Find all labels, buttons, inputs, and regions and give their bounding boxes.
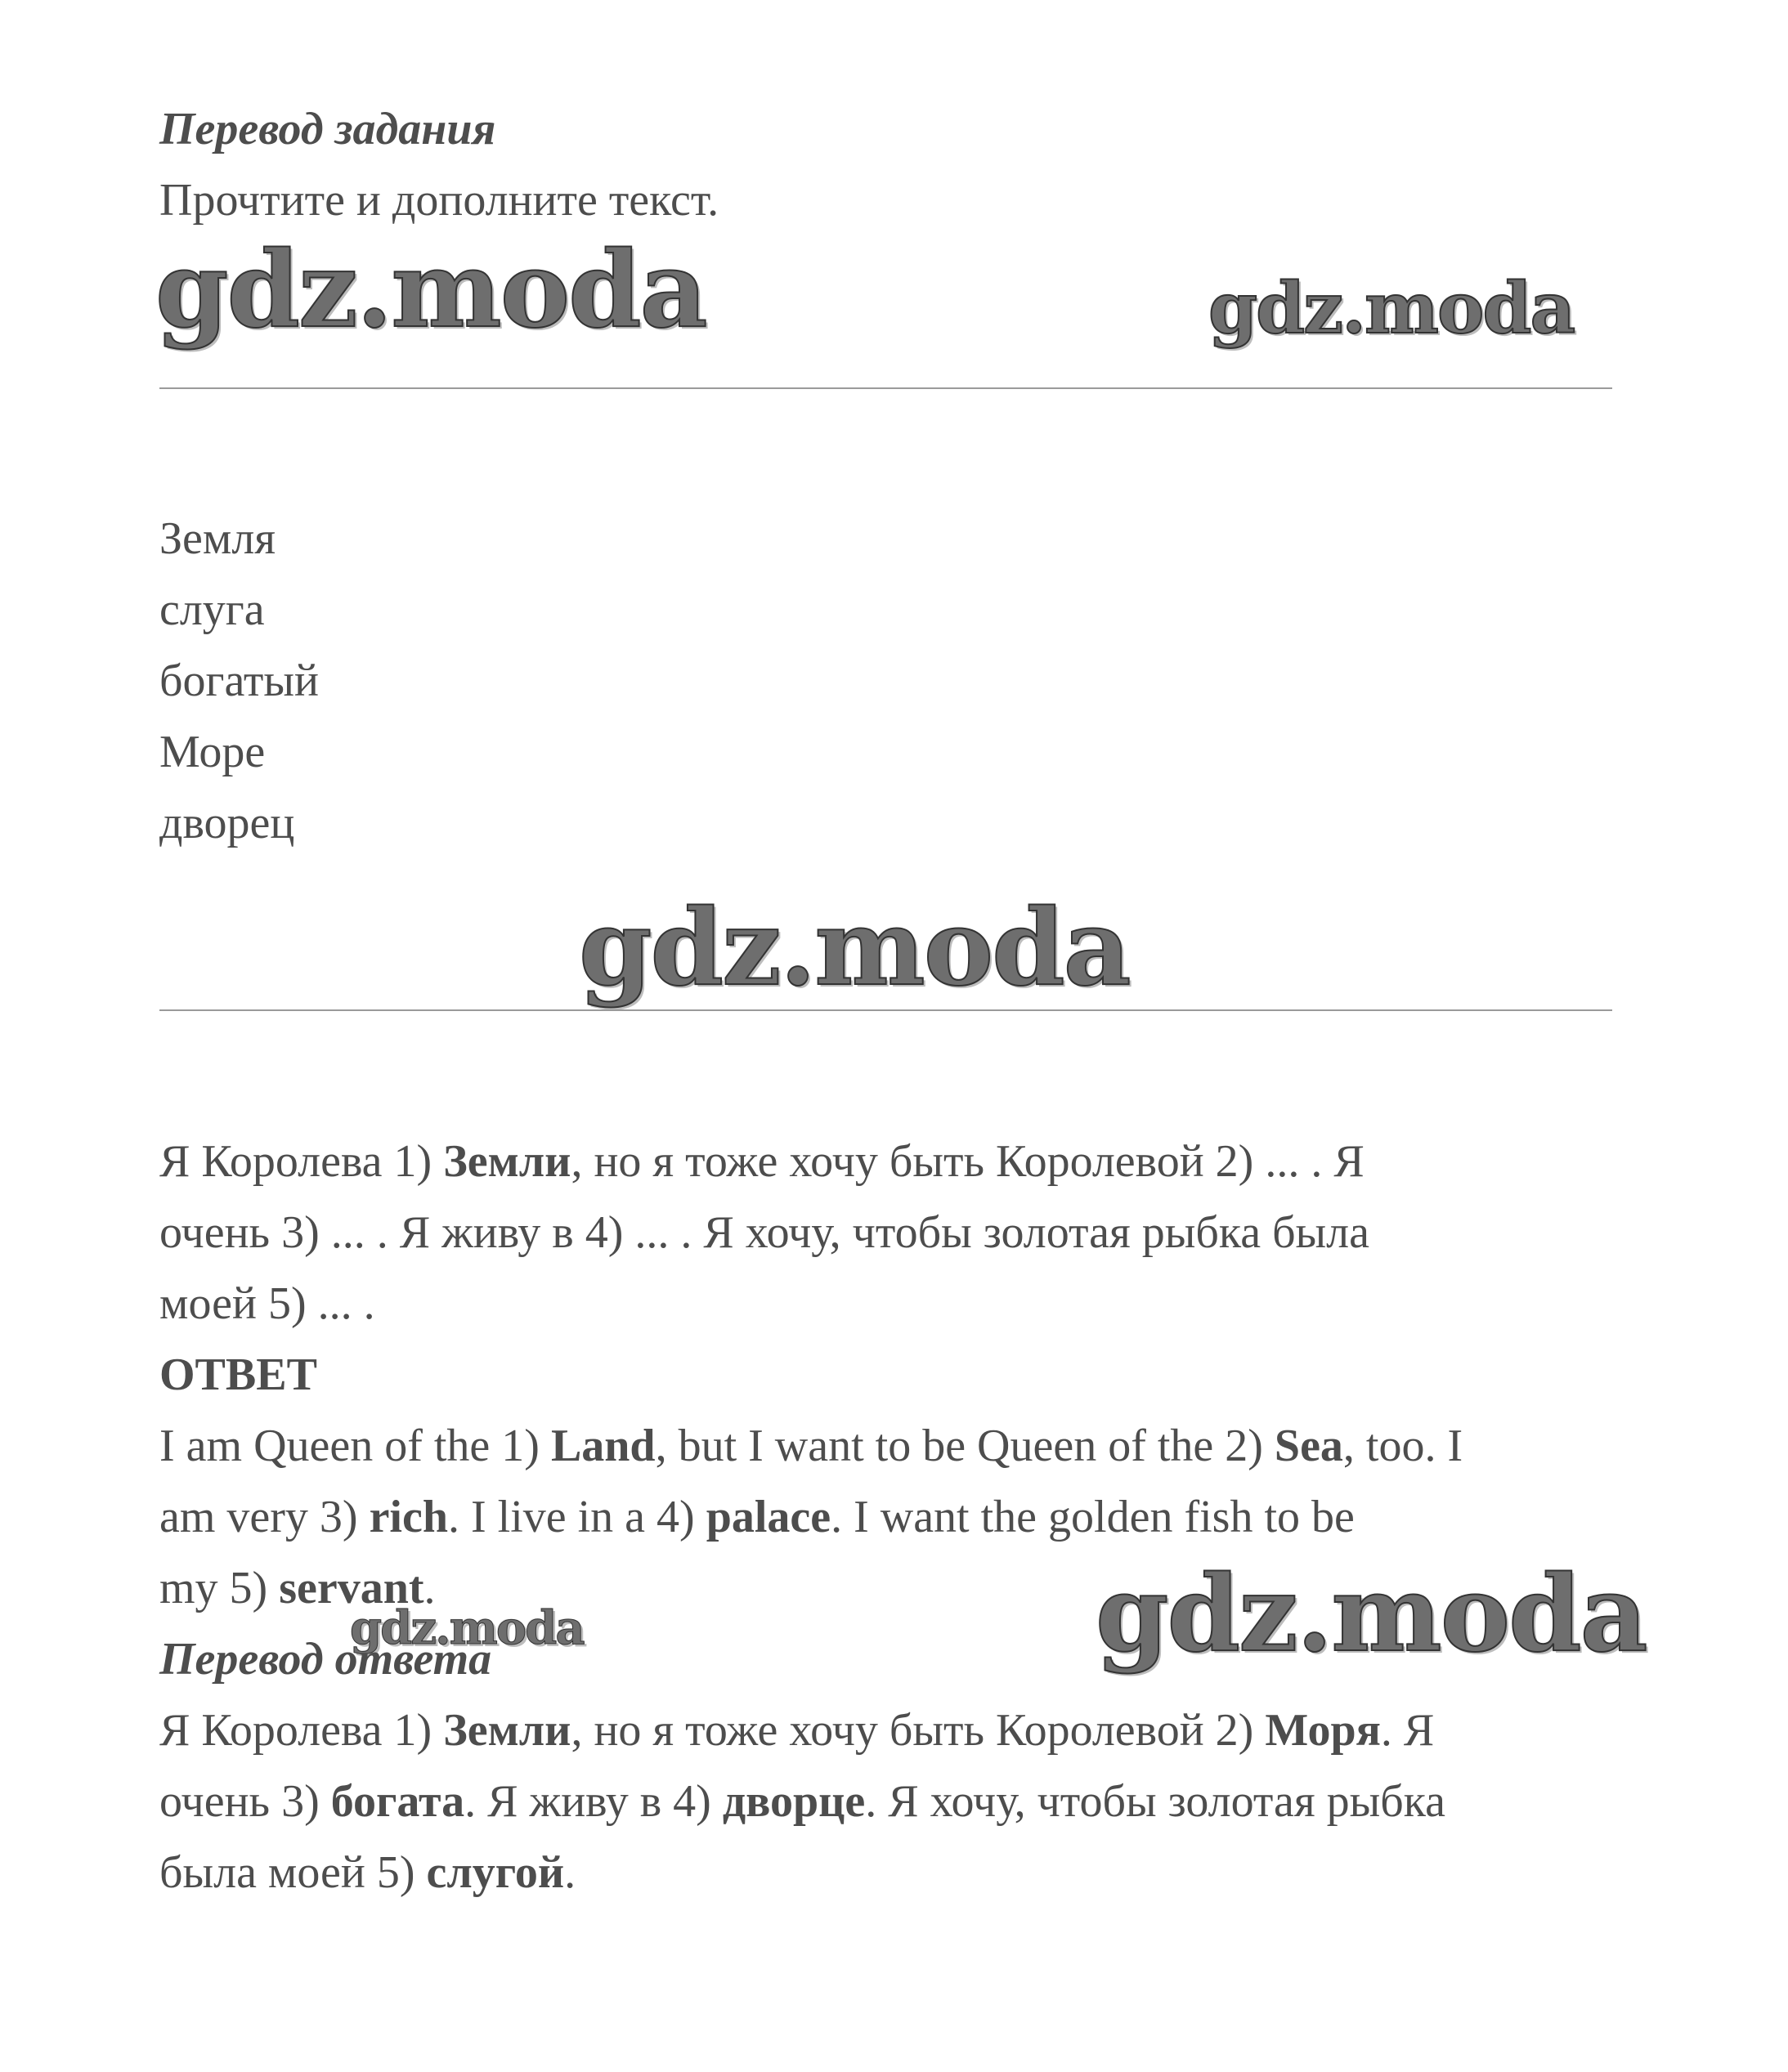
divider bbox=[159, 1009, 1612, 1011]
gap-text-line: Я Королева 1) Земли, но я тоже хочу быть Королевой 2) ... . Я bbox=[159, 1136, 1365, 1187]
task-translation-heading: Перевод задания bbox=[159, 104, 496, 154]
word-item: Земля bbox=[159, 513, 276, 564]
answer-heading: ОТВЕТ bbox=[159, 1349, 317, 1400]
answer-translation-line: Я Королева 1) Земли, но я тоже хочу быть Королевой 2) Моря. Я bbox=[159, 1705, 1435, 1756]
answer-translation-line: была моей 5) слугой. bbox=[159, 1847, 576, 1898]
answer-translation-paragraph bbox=[159, 1695, 1631, 1909]
gap-text-paragraph bbox=[159, 1126, 1631, 1340]
answer-translation-heading: Перевод ответа bbox=[159, 1634, 492, 1685]
word-item: слуга bbox=[159, 584, 265, 635]
task-instruction: Прочтите и дополните текст. bbox=[159, 175, 719, 226]
answer-line: I am Queen of the 1) Land, but I want to be Queen of the 2) Sea, too. I bbox=[159, 1421, 1463, 1471]
watermark-logo: gdz.moda bbox=[1208, 267, 1575, 350]
answer-line: my 5) servant. bbox=[159, 1563, 436, 1613]
watermark-logo: gdz.moda bbox=[350, 1601, 584, 1655]
answer-line: am very 3) rich. I live in a 4) palace. I want the golden fish to be bbox=[159, 1492, 1355, 1542]
answer-translation-line: очень 3) богата. Я живу в 4) дворце. Я хочу, чтобы золотая рыбка bbox=[159, 1776, 1445, 1827]
watermark-logo: gdz.moda bbox=[155, 229, 706, 351]
gap-text-line: моей 5) ... . bbox=[159, 1278, 375, 1329]
divider bbox=[159, 387, 1612, 389]
gap-text-line: очень 3) ... . Я живу в 4) ... . Я хочу, чтобы золотая рыбка была bbox=[159, 1207, 1369, 1258]
watermark-logo: gdz.moda bbox=[579, 887, 1130, 1009]
word-item: Море bbox=[159, 727, 266, 777]
watermark-logo: gdz.moda bbox=[1096, 1553, 1647, 1676]
word-item: богатый bbox=[159, 656, 319, 706]
word-item: дворец bbox=[159, 798, 295, 848]
